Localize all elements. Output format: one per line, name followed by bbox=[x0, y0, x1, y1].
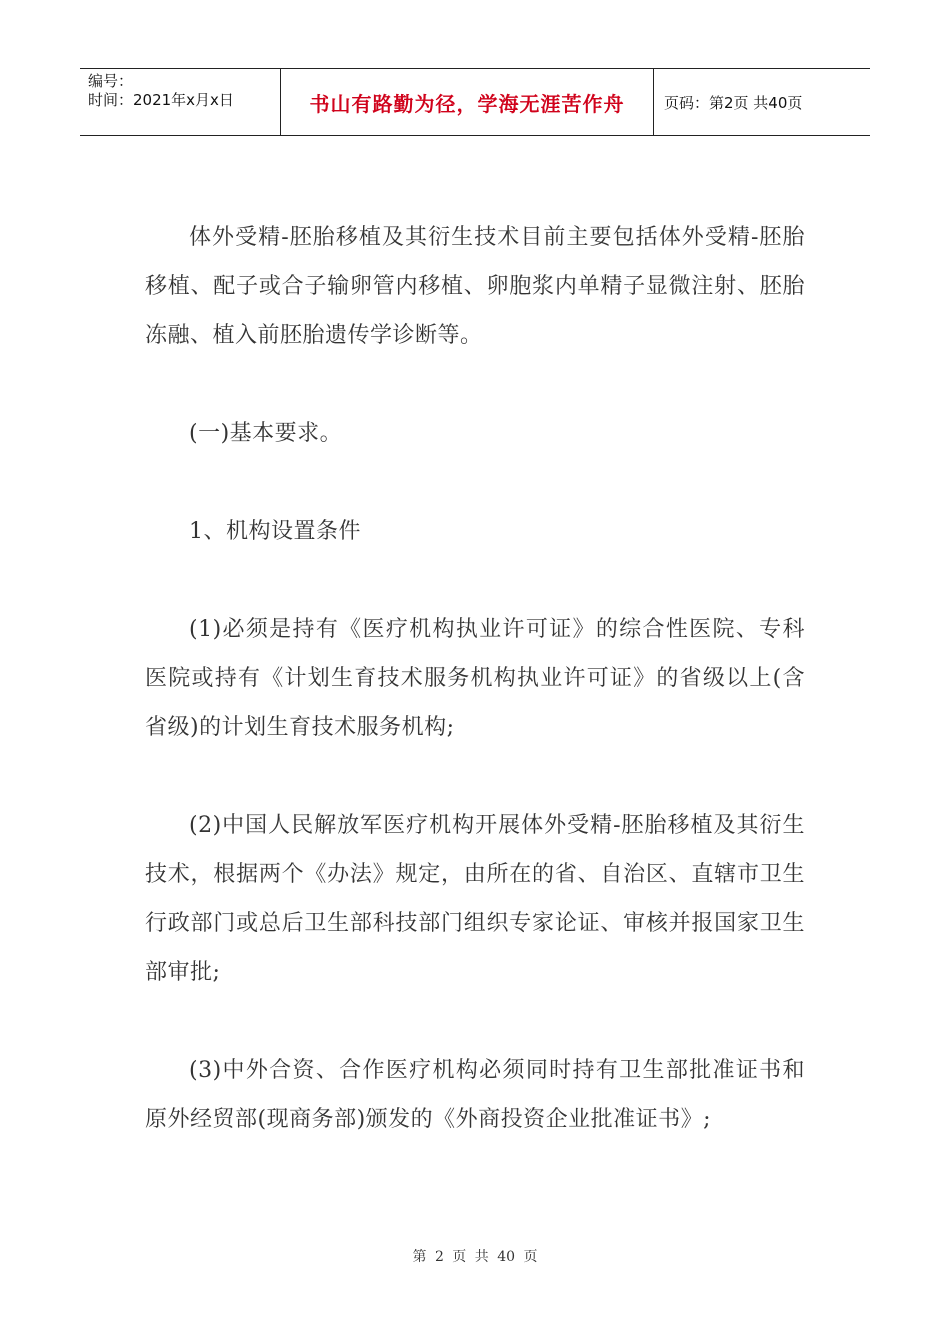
document-time-label: 时间：2021年x月x日 bbox=[88, 91, 234, 109]
section-heading-basic-requirements: (一)基本要求。 bbox=[189, 421, 343, 446]
paragraph-item-1: (1)必须是持有《医疗机构执业许可证》的综合性医院、专科医院或持有《计划生育技术服务机构执业许可证》的省级以上(含省级)的计划生育技术服务机构; bbox=[145, 617, 805, 740]
header-motto: 书山有路勤为径，学海无涯苦作舟 bbox=[281, 69, 654, 135]
subsection-heading-institution-conditions: 1、机构设置条件 bbox=[189, 519, 361, 544]
header-meta bbox=[80, 69, 281, 135]
paragraph-item-3: (3)中外合资、合作医疗机构必须同时持有卫生部批准证书和原外经贸部(现商务部)颁发的《外商投资企业批准证书》; bbox=[145, 1058, 805, 1132]
paragraph-intro: 体外受精-胚胎移植及其衍生技术目前主要包括体外受精-胚胎移植、配子或合子输卵管内移植、卵胞浆内单精子显微注射、胚胎冻融、植入前胚胎遗传学诊断等。 bbox=[145, 225, 805, 348]
page-footer: 第 2 页 共 40 页 bbox=[412, 1249, 538, 1265]
document-body bbox=[145, 213, 805, 1193]
page-header bbox=[80, 68, 870, 136]
paragraph-item-2: (2)中国人民解放军医疗机构开展体外受精-胚胎移植及其衍生技术，根据两个《办法》规定，由所在的省、自治区、直辖市卫生行政部门或总后卫生部科技部门组织专家论证、审核并报国家卫生部审批; bbox=[145, 813, 805, 985]
header-page-info: 页码：第2页 共40页 bbox=[664, 93, 803, 112]
document-number-label: 编号： bbox=[88, 72, 134, 90]
